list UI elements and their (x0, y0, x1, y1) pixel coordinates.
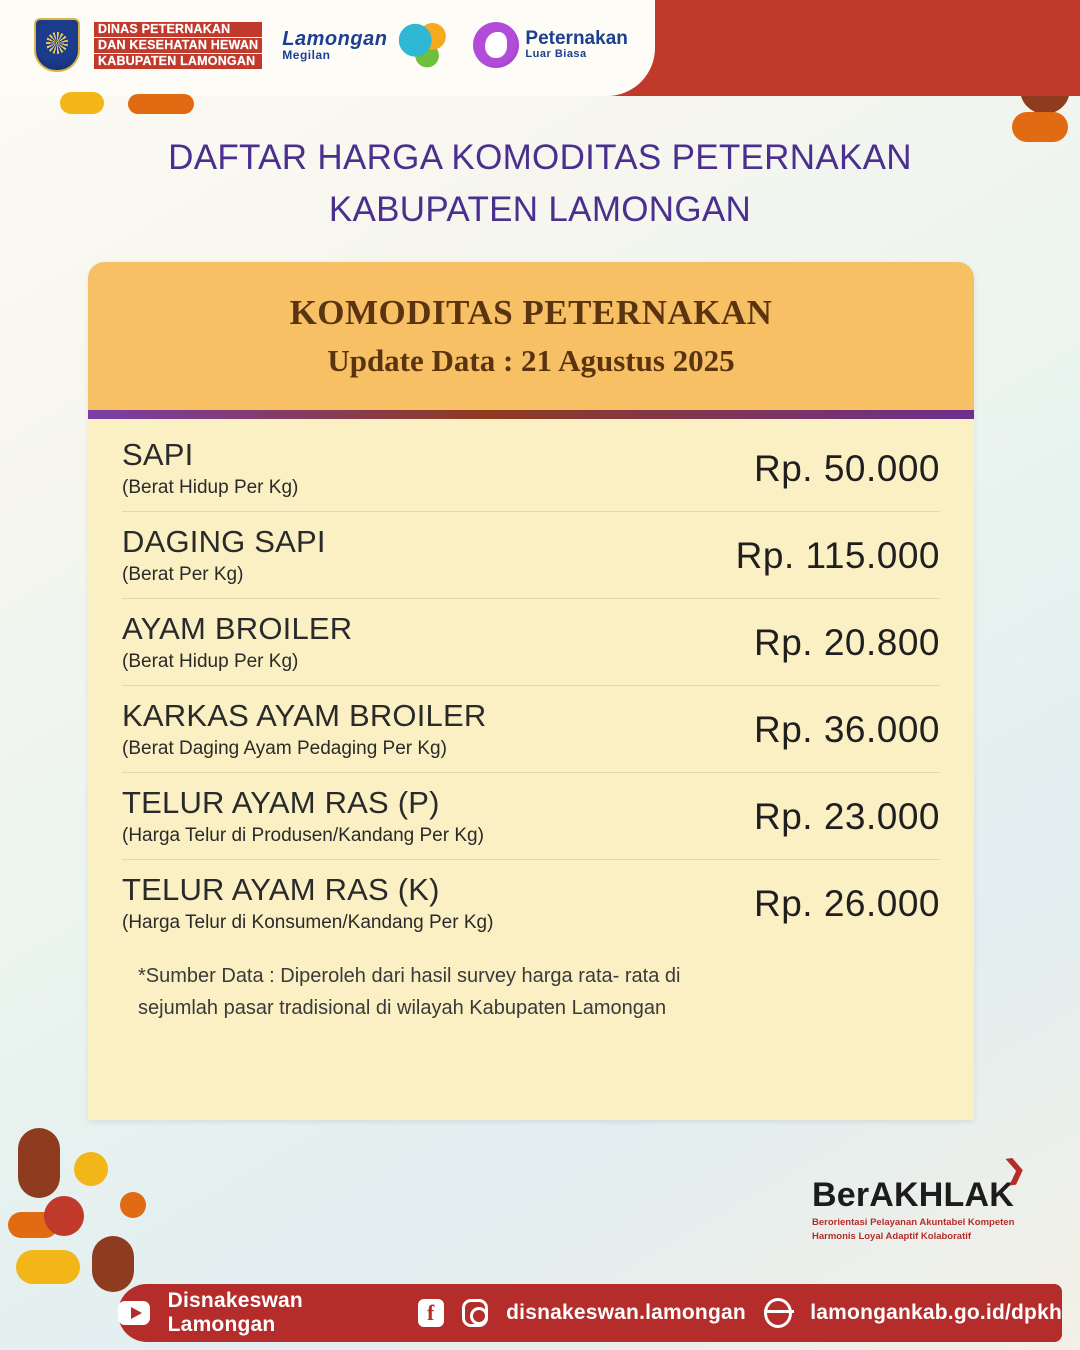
peternakan-label: Peternakan (525, 28, 628, 50)
header-logos (34, 18, 628, 72)
decor-blob-14 (120, 1192, 146, 1218)
commodity-name: SAPI (122, 437, 194, 472)
lamongan-megilan-top: Lamongan (282, 28, 388, 50)
source-note-line-2: sejumlah pasar tradisional di wilayah Kabupaten Lamongan (138, 997, 667, 1019)
commodity-unit: (Berat Hidup Per Kg) (122, 477, 299, 498)
dinas-line-2: DAN KESEHATAN HEWAN (94, 38, 262, 53)
source-note (88, 946, 974, 1024)
commodity-unit: (Harga Telur di Konsumen/Kandang Per Kg) (122, 912, 494, 933)
source-note-line-1: *Sumber Data : Diperoleh dari hasil survey harga rata- rata di (138, 965, 681, 987)
commodity-price: Rp. 23.000 (753, 796, 940, 837)
footer-youtube-handle: Disnakeswan Lamongan (167, 1289, 303, 1336)
footer-bar (118, 1284, 1062, 1342)
chevron-right-icon: ❯ (1002, 1152, 1028, 1186)
dinas-line-3: KABUPATEN LAMONGAN (94, 54, 262, 69)
card-update-date: Update Data : 21 Agustus 2025 (327, 343, 735, 378)
table-row (122, 425, 940, 512)
commodity-price: Rp. 26.000 (753, 883, 940, 924)
table-row (122, 599, 940, 686)
berakhlak-sub-1: Berorientasi Pelayanan Akuntabel Kompeten (812, 1217, 1015, 1228)
lamongan-megilan-icon (399, 21, 453, 69)
dinas-name-block (94, 22, 262, 69)
globe-icon[interactable] (764, 1298, 792, 1328)
commodity-name: DAGING SAPI (122, 524, 326, 559)
decor-blob-8 (18, 1128, 60, 1198)
decor-blob-6 (128, 94, 194, 114)
commodity-price: Rp. 50.000 (753, 448, 940, 489)
commodity-name: TELUR AYAM RAS (K) (122, 872, 440, 907)
table-row (122, 512, 940, 599)
decor-blob-11 (16, 1250, 80, 1284)
page-title-line-1: DAFTAR HARGA KOMODITAS PETERNAKAN (168, 138, 912, 177)
table-row (122, 860, 940, 946)
commodity-price: Rp. 36.000 (753, 709, 940, 750)
commodity-price: Rp. 20.800 (753, 622, 940, 663)
commodity-price: Rp. 115.000 (735, 535, 940, 576)
decor-blob-7 (60, 92, 104, 114)
peternakan-luar-biasa-logo (473, 22, 627, 68)
decor-blob-12 (92, 1236, 134, 1292)
card-header (88, 262, 974, 410)
card-divider (88, 410, 974, 419)
commodity-name: KARKAS AYAM BROILER (122, 698, 487, 733)
commodity-unit: (Harga Telur di Produsen/Kandang Per Kg) (122, 825, 484, 846)
lamongan-megilan-bottom: Megilan (282, 48, 331, 62)
footer-social-handle: disnakeswan.lamongan (506, 1301, 746, 1324)
card-heading: KOMODITAS PETERNAKAN (289, 293, 773, 332)
horse-head-icon (473, 22, 519, 68)
table-row (122, 773, 940, 860)
berakhlak-title (812, 1176, 1024, 1215)
decor-blob-9 (74, 1152, 108, 1186)
decor-blob-13 (44, 1196, 84, 1236)
berakhlak-title-prefix: Ber (812, 1176, 870, 1214)
commodity-name: TELUR AYAM RAS (P) (122, 785, 440, 820)
dinas-line-1: DINAS PETERNAKAN (94, 22, 262, 37)
page-title-line-2: KABUPATEN LAMONGAN (328, 190, 752, 229)
commodity-unit: (Berat Per Kg) (122, 564, 244, 585)
footer-website: lamongankab.go.id/dpkh (810, 1301, 1062, 1324)
lamongan-megilan-logo (282, 29, 387, 61)
commodity-unit: (Berat Hidup Per Kg) (122, 651, 299, 672)
price-card (88, 262, 974, 1120)
berakhlak-logo (812, 1152, 1028, 1243)
luar-biasa-label: Luar Biasa (525, 48, 587, 61)
youtube-icon[interactable] (118, 1301, 150, 1325)
price-list (88, 419, 974, 946)
berakhlak-sub-2: Harmonis Loyal Adaptif Kolaboratif (812, 1231, 972, 1242)
facebook-icon[interactable]: f (418, 1299, 444, 1327)
instagram-icon[interactable] (462, 1299, 488, 1327)
commodity-name: AYAM BROILER (122, 611, 353, 646)
page-title (0, 132, 1080, 236)
commodity-unit: (Berat Daging Ayam Pedaging Per Kg) (122, 738, 447, 759)
table-row (122, 686, 940, 773)
government-emblem-icon (34, 18, 80, 72)
berakhlak-title-suffix: AKHLAK (869, 1176, 1015, 1214)
